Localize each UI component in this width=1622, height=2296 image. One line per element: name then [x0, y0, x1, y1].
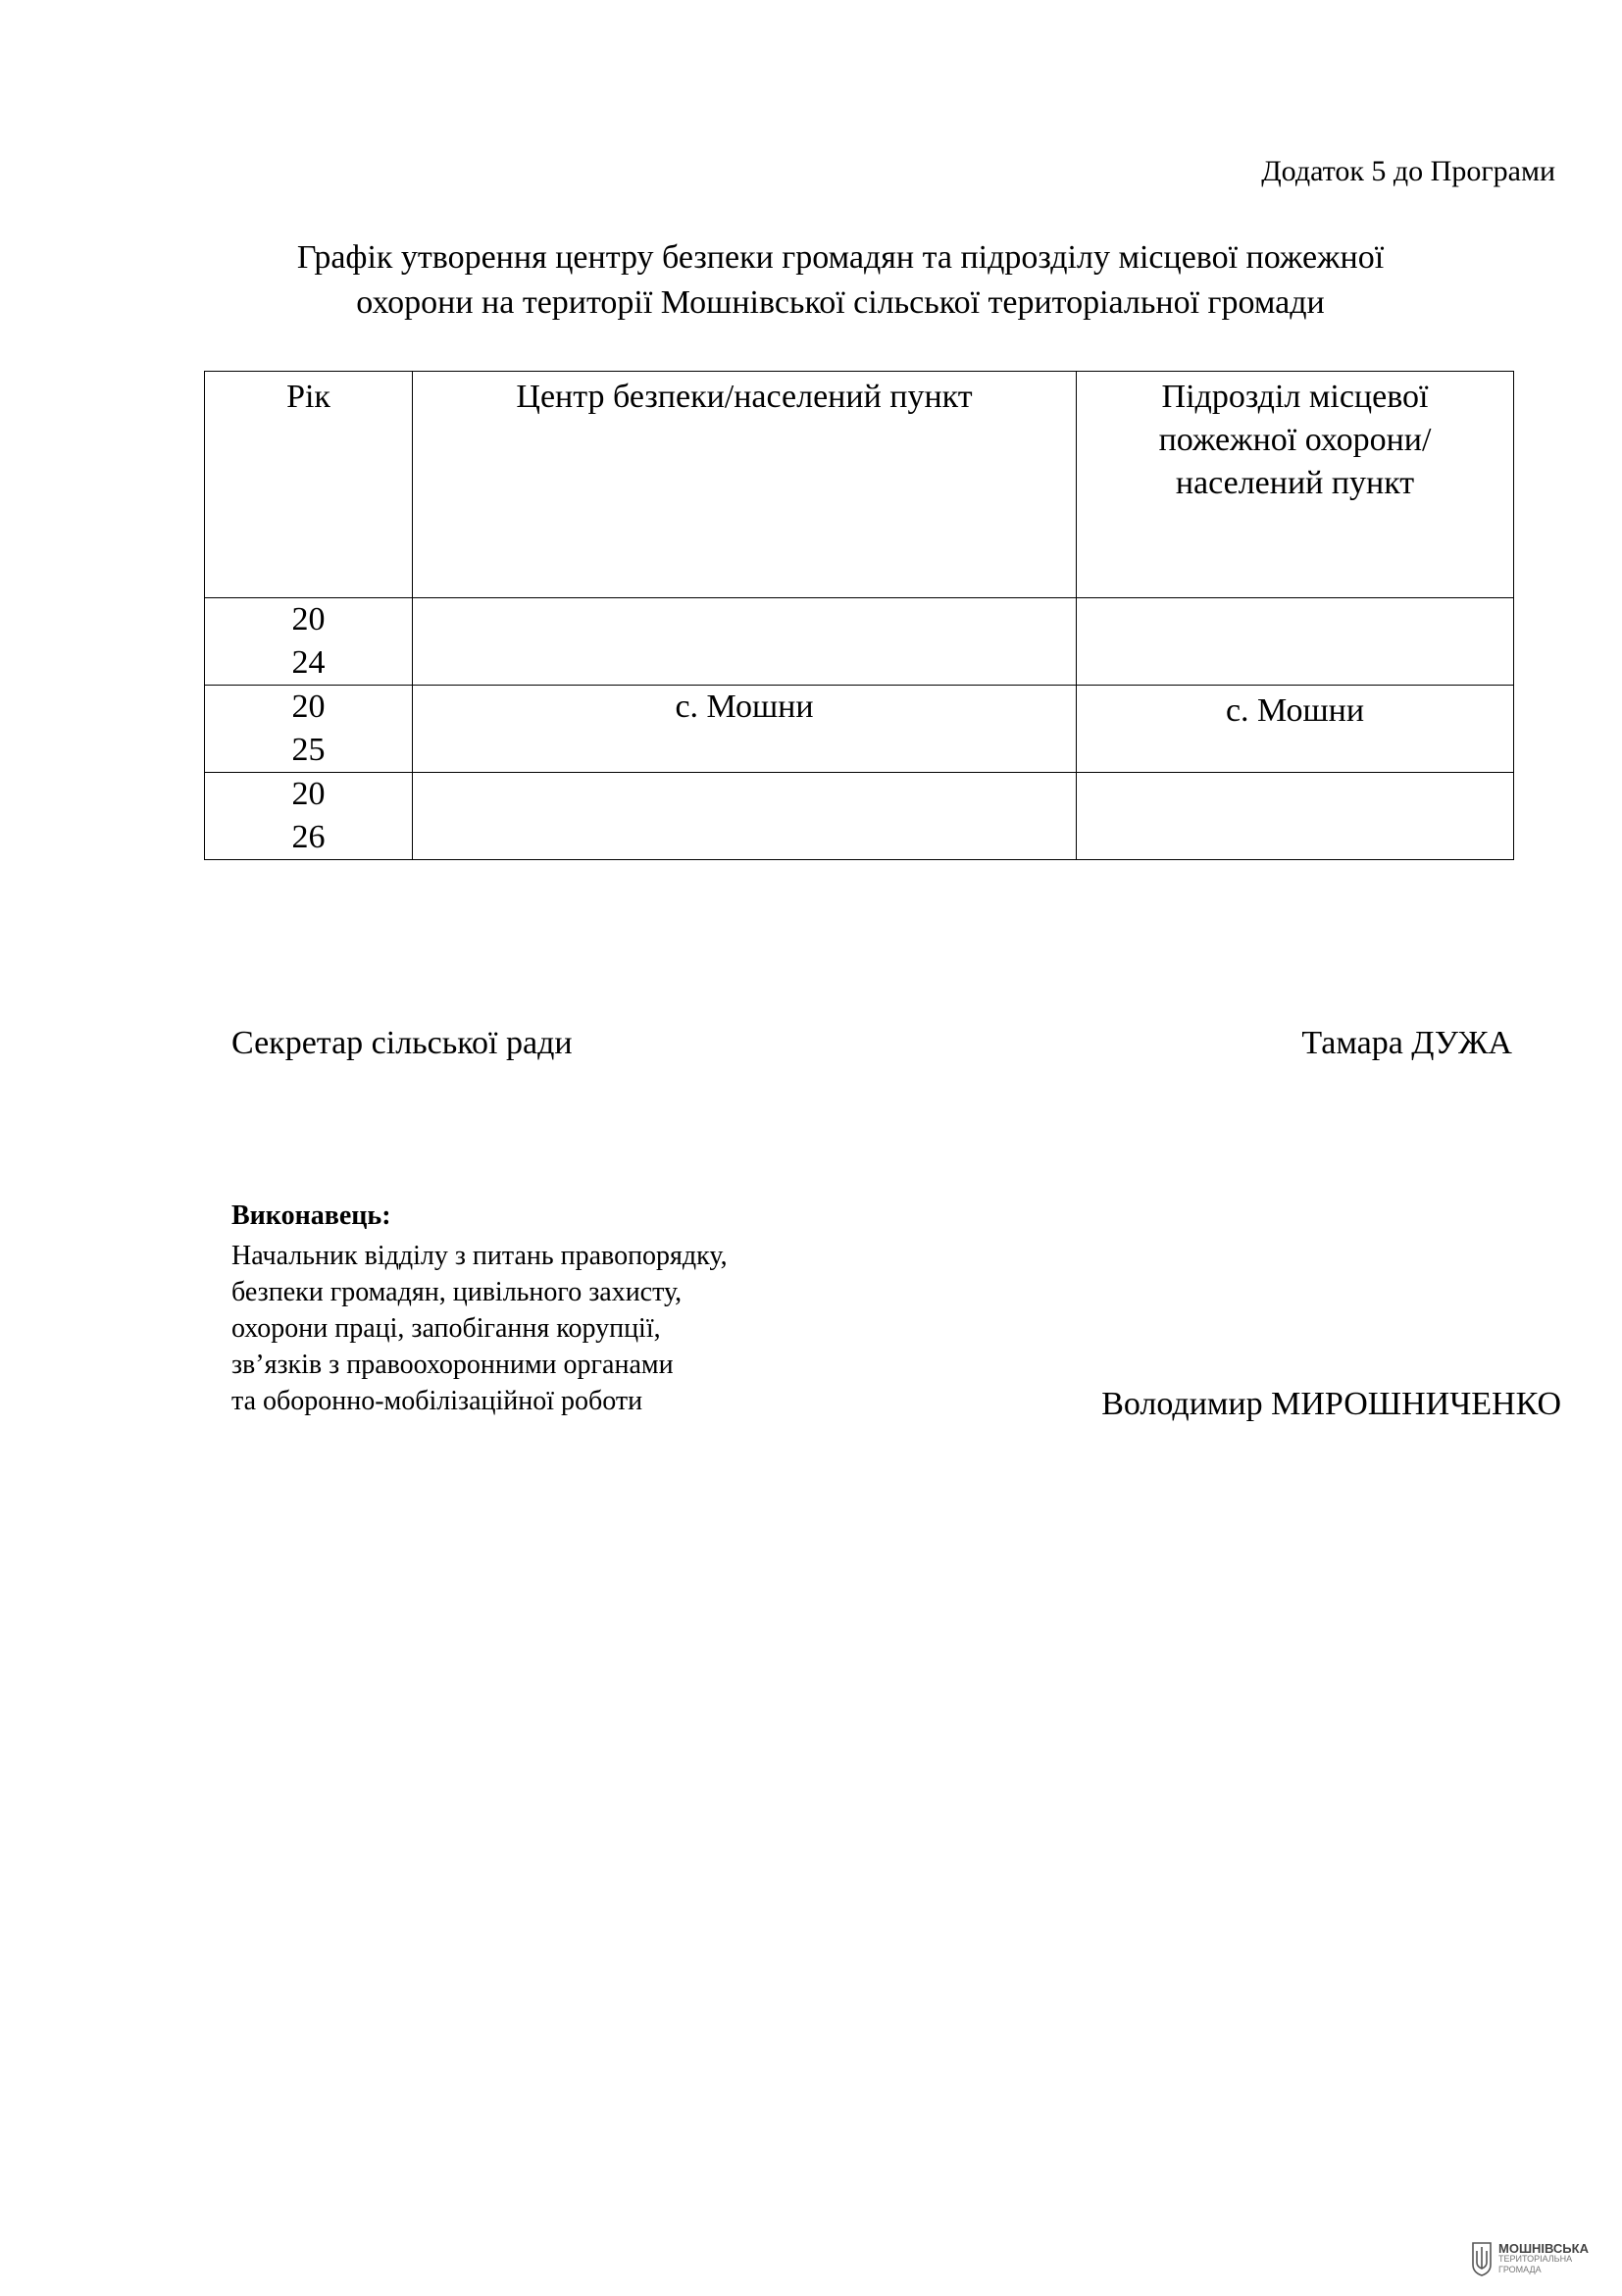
center-cell [413, 598, 1077, 686]
executor-position-line: охорони праці, запобігання корупції, [231, 1313, 661, 1344]
executor-position-line: безпеки громадян, цивільного захисту, [231, 1277, 683, 1307]
title-line-1: Графік утворення центру безпеки громадян та підрозділу місцевої пожежної [296, 239, 1385, 276]
executor-position [231, 1238, 728, 1419]
fire-unit-cell: с. Мошни [1077, 686, 1514, 773]
document-title [157, 235, 1524, 326]
table-row [205, 773, 1514, 860]
executor-name: Володимир МИРОШНИЧЕНКО [1101, 1386, 1561, 1422]
center-cell [413, 773, 1077, 860]
executor-position-line: зв’язків з правоохоронними органами [231, 1350, 674, 1380]
schedule-table [204, 371, 1514, 860]
year-cell: 20 24 [205, 598, 413, 686]
year-cell: 20 26 [205, 773, 413, 860]
executor-position-line: та оборонно-мобілізаційної роботи [231, 1386, 643, 1416]
title-line-2: охорони на території Мошнівської сільської територіальної громади [356, 284, 1325, 321]
table-header-row [205, 372, 1514, 598]
trident-emblem-icon [1471, 2241, 1493, 2276]
table-row [205, 686, 1514, 773]
executor-label: Виконавець: [231, 1200, 391, 1231]
secretary-title: Секретар сільської ради [231, 1025, 573, 1061]
fire-unit-cell [1077, 598, 1514, 686]
community-logo [1471, 2239, 1616, 2278]
year-cell: 20 25 [205, 686, 413, 773]
column-header-center: Центр безпеки/населений пункт [413, 372, 1077, 598]
secretary-name: Тамара ДУЖА [1301, 1025, 1512, 1061]
center-cell: с. Мошни [413, 686, 1077, 773]
logo-text: МОШНІВСЬКА ТЕРИТОРІАЛЬНА ГРОМАДА [1498, 2240, 1589, 2274]
annex-label: Додаток 5 до Програми [1261, 155, 1555, 187]
fire-unit-cell [1077, 773, 1514, 860]
executor-position-line: Начальник відділу з питань правопорядку, [231, 1241, 728, 1271]
column-header-year: Рік [205, 372, 413, 598]
column-header-fire-unit: Підрозділ місцевої пожежної охорони/ населений пункт [1077, 372, 1514, 598]
table-row [205, 598, 1514, 686]
